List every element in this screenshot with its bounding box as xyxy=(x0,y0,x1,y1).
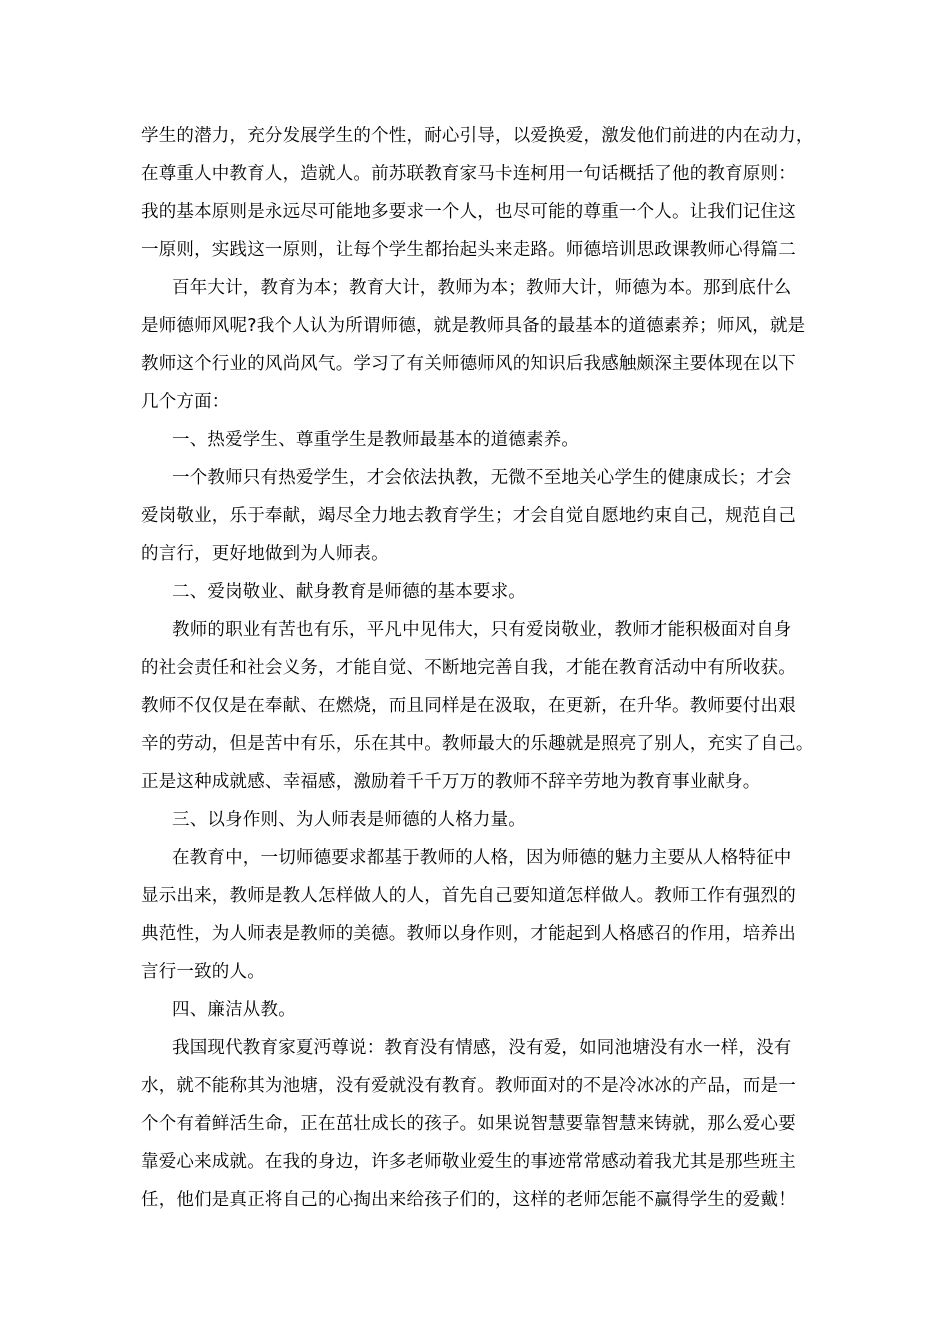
text-line: 个个有着鲜活生命，正在茁壮成长的孩子。如果说智慧要靠智慧来铸就，那么爱心要 xyxy=(141,1114,796,1134)
text-line: 教师这个行业的风尚风气。学习了有关师德师风的知识后我感触颇深主要体现在以下 xyxy=(141,354,796,374)
text-line: 辛的劳动，但是苦中有乐，乐在其中。教师最大的乐趣就是照亮了别人，充实了自己。 xyxy=(141,734,814,754)
text-line: 爱岗敬业，乐于奉献，竭尽全力地去教育学生；才会自觉自愿地约束自己，规范自己 xyxy=(141,506,796,526)
text-line: 在尊重人中教育人，造就人。前苏联教育家马卡连柯用一句话概括了他的教育原则： xyxy=(141,164,796,184)
text-line: 在教育中，一切师德要求都基于教师的人格，因为师德的魅力主要从人格特征中 xyxy=(172,848,792,868)
text-line: 显示出来，教师是教人怎样做人的人，首先自己要知道怎样做人。教师工作有强烈的 xyxy=(141,886,796,906)
text-line: 我国现代教育家夏沔尊说：教育没有情感，没有爱，如同池塘没有水一样，没有 xyxy=(172,1038,792,1058)
text-line: 水，就不能称其为池塘，没有爱就没有教育。教师面对的不是冷冰冰的产品，而是一 xyxy=(141,1076,796,1096)
text-line: 几个方面： xyxy=(141,392,230,412)
text-line: 一原则，实践这一原则，让每个学生都抬起头来走路。师德培训思政课教师心得篇二 xyxy=(141,240,796,260)
text-line: 学生的潜力，充分发展学生的个性，耐心引导，以爱换爱，激发他们前进的内在动力， xyxy=(141,126,814,146)
text-line: 靠爱心来成就。在我的身边，许多老师敬业爱生的事迹常常感动着我尤其是那些班主 xyxy=(141,1152,796,1172)
text-line: 正是这种成就感、幸福感，激励着千千万万的教师不辞辛劳地为教育事业献身。 xyxy=(141,772,761,792)
text-line: 任，他们是真正将自己的心掏出来给孩子们的，这样的老师怎能不赢得学生的爱戴！ xyxy=(141,1190,796,1210)
text-line: 教师的职业有苦也有乐，平凡中见伟大，只有爱岗敬业，教师才能积极面对自身 xyxy=(172,620,792,640)
text-line: 百年大计，教育为本；教育大计，教师为本；教师大计，师德为本。那到底什么 xyxy=(172,278,792,298)
text-line: 典范性，为人师表是教师的美德。教师以身作则，才能起到人格感召的作用，培养出 xyxy=(141,924,796,944)
section-heading: 二、爱岗敬业、献身教育是师德的基本要求。 xyxy=(172,582,526,602)
text-line: 的言行，更好地做到为人师表。 xyxy=(141,544,389,564)
text-line: 是师德师风呢?我个人认为所谓师德，就是教师具备的最基本的道德素养；师风，就是 xyxy=(141,316,806,336)
section-heading: 一、热爱学生、尊重学生是教师最基本的道德素养。 xyxy=(172,430,580,450)
text-line: 言行一致的人。 xyxy=(141,962,265,982)
text-line: 教师不仅仅是在奉献、在燃烧，而且同样是在汲取，在更新，在升华。教师要付出艰 xyxy=(141,696,796,716)
text-line: 一个教师只有热爱学生，才会依法执教，无微不至地关心学生的健康成长；才会 xyxy=(172,468,792,488)
text-line: 的社会责任和社会义务，才能自觉、不断地完善自我，才能在教育活动中有所收获。 xyxy=(141,658,796,678)
section-heading: 三、以身作则、为人师表是师德的人格力量。 xyxy=(172,810,526,830)
section-heading: 四、廉洁从教。 xyxy=(172,1000,296,1020)
text-line: 我的基本原则是永远尽可能地多要求一个人，也尽可能的尊重一个人。让我们记住这 xyxy=(141,202,796,222)
